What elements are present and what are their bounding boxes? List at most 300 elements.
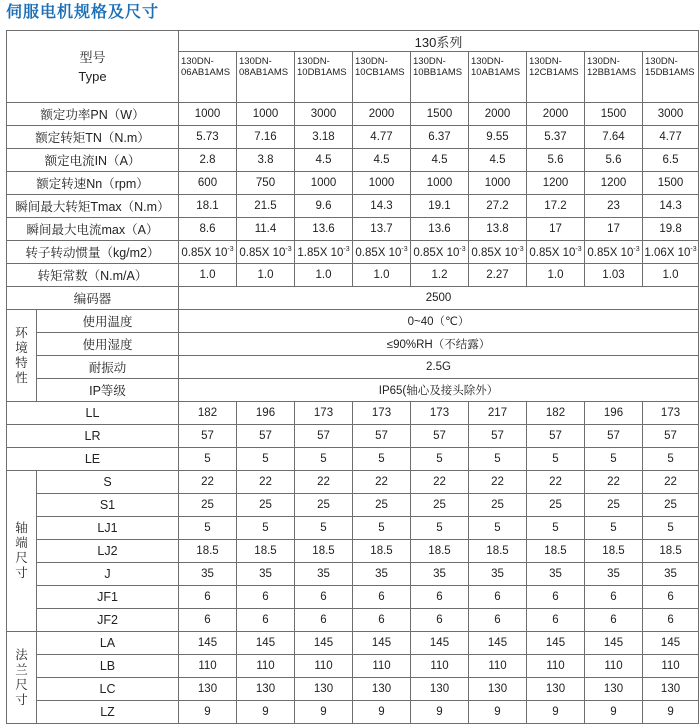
model-name: 130DN- 10DB1AMS	[295, 52, 353, 103]
value-cell: 2.27	[469, 264, 527, 287]
spec-row	[7, 356, 699, 379]
value-cell: 2000	[469, 103, 527, 126]
row-label: LA	[37, 632, 179, 655]
inertia-exponent: -3	[227, 245, 234, 253]
value-cell: 57	[411, 425, 469, 448]
row-label: 转矩常数（N.m/A）	[7, 264, 179, 287]
value-cell: 196	[237, 402, 295, 425]
value-cell: 110	[411, 655, 469, 678]
value-cell: 5	[411, 448, 469, 471]
value-cell: 9.6	[295, 195, 353, 218]
value-cell: 18.5	[353, 540, 411, 563]
value-cell: 5.73	[179, 126, 237, 149]
value-cell: 13.6	[411, 218, 469, 241]
row-label: S1	[37, 494, 179, 517]
value-cell: 6	[353, 609, 411, 632]
spec-table	[6, 30, 699, 724]
value-cell: 5	[295, 517, 353, 540]
value-cell	[411, 241, 469, 264]
row-label: 额定功率PN（W）	[7, 103, 179, 126]
value-cell: 110	[527, 655, 585, 678]
value-cell: 1500	[643, 172, 699, 195]
spec-row	[7, 678, 699, 701]
value-cell: 5.6	[527, 149, 585, 172]
value-cell: 1000	[469, 172, 527, 195]
value-cell: 6	[237, 586, 295, 609]
value-cell: 57	[527, 425, 585, 448]
value-cell: 130	[469, 678, 527, 701]
group-label	[7, 632, 37, 724]
value-cell: 57	[295, 425, 353, 448]
value-cell: 35	[469, 563, 527, 586]
inertia-exponent: -3	[517, 245, 524, 253]
value-cell: 4.5	[411, 149, 469, 172]
value-cell: 145	[353, 632, 411, 655]
value-cell: 130	[237, 678, 295, 701]
value-cell: 22	[179, 471, 237, 494]
spec-row	[7, 241, 699, 264]
inertia-base: 0.85X 10	[239, 246, 286, 259]
group-char: 境	[15, 340, 28, 355]
value-cell: 130	[295, 678, 353, 701]
value-cell: 5	[237, 517, 295, 540]
series-header: 130系列	[179, 31, 699, 52]
value-cell: 9	[643, 701, 699, 724]
value-cell: 1.0	[353, 264, 411, 287]
merged-value-cell: 0~40（℃）	[179, 310, 699, 333]
value-cell: 18.5	[469, 540, 527, 563]
value-cell: 1500	[585, 103, 643, 126]
value-cell: 5	[643, 517, 699, 540]
spec-row	[7, 287, 699, 310]
row-label: 使用湿度	[37, 333, 179, 356]
row-label: 额定电流IN（A）	[7, 149, 179, 172]
row-label: S	[37, 471, 179, 494]
value-cell: 182	[179, 402, 237, 425]
value-cell: 25	[643, 494, 699, 517]
value-cell: 22	[643, 471, 699, 494]
value-cell: 110	[585, 655, 643, 678]
value-cell: 25	[353, 494, 411, 517]
value-cell: 110	[237, 655, 295, 678]
value-cell	[585, 241, 643, 264]
value-cell: 9.55	[469, 126, 527, 149]
value-cell: 196	[585, 402, 643, 425]
value-cell: 6	[295, 609, 353, 632]
value-cell: 173	[295, 402, 353, 425]
value-cell: 1000	[295, 172, 353, 195]
group-char: 端	[15, 536, 28, 550]
value-cell: 35	[179, 563, 237, 586]
value-cell: 14.3	[353, 195, 411, 218]
value-cell: 1.2	[411, 264, 469, 287]
value-cell: 2.8	[179, 149, 237, 172]
spec-row	[7, 655, 699, 678]
value-cell: 6.5	[643, 149, 699, 172]
value-cell: 1.0	[179, 264, 237, 287]
value-cell: 35	[585, 563, 643, 586]
spec-row	[7, 149, 699, 172]
value-cell: 9	[179, 701, 237, 724]
value-cell: 110	[179, 655, 237, 678]
inertia-base: 0.85X 10	[181, 246, 228, 259]
value-cell: 25	[237, 494, 295, 517]
value-cell: 9	[353, 701, 411, 724]
value-cell: 9	[527, 701, 585, 724]
spec-row	[7, 609, 699, 632]
value-cell: 25	[179, 494, 237, 517]
inertia-exponent: -3	[633, 245, 640, 253]
row-label: 额定转速Nn（rpm）	[7, 172, 179, 195]
spec-row	[7, 448, 699, 471]
value-cell: 18.5	[411, 540, 469, 563]
value-cell: 173	[411, 402, 469, 425]
value-cell: 1200	[527, 172, 585, 195]
value-cell: 9	[585, 701, 643, 724]
value-cell: 6	[353, 586, 411, 609]
group-char: 法	[15, 647, 28, 662]
value-cell: 5.37	[527, 126, 585, 149]
spec-row	[7, 632, 699, 655]
value-cell	[179, 241, 237, 264]
value-cell: 18.5	[237, 540, 295, 563]
value-cell: 4.5	[353, 149, 411, 172]
inertia-exponent: -3	[343, 245, 350, 253]
value-cell: 110	[643, 655, 699, 678]
value-cell: 6	[295, 586, 353, 609]
value-cell: 600	[179, 172, 237, 195]
spec-row	[7, 310, 699, 333]
value-cell: 5	[411, 517, 469, 540]
value-cell: 145	[469, 632, 527, 655]
value-cell: 4.77	[643, 126, 699, 149]
value-cell: 18.5	[585, 540, 643, 563]
merged-value-cell: 2.5G	[179, 356, 699, 379]
value-cell	[353, 241, 411, 264]
value-cell: 22	[353, 471, 411, 494]
value-cell: 18.5	[643, 540, 699, 563]
value-cell	[469, 241, 527, 264]
value-cell: 130	[643, 678, 699, 701]
value-cell: 22	[295, 471, 353, 494]
value-cell: 1.0	[237, 264, 295, 287]
spec-row	[7, 264, 699, 287]
inertia-base: 0.85X 10	[471, 246, 518, 259]
spec-row	[7, 701, 699, 724]
page-title: 伺服电机规格及尺寸	[6, 4, 160, 21]
value-cell: 35	[353, 563, 411, 586]
row-label: LZ	[37, 701, 179, 724]
merged-value-cell: ≤90%RH（不结露）	[179, 333, 699, 356]
value-cell: 57	[179, 425, 237, 448]
value-cell: 35	[411, 563, 469, 586]
row-label: 编码器	[7, 287, 179, 310]
value-cell: 145	[295, 632, 353, 655]
value-cell: 19.1	[411, 195, 469, 218]
value-cell: 5	[585, 448, 643, 471]
value-cell: 130	[585, 678, 643, 701]
value-cell: 35	[643, 563, 699, 586]
value-cell	[237, 241, 295, 264]
value-cell: 17	[527, 218, 585, 241]
merged-value-cell: IP65(轴心及接头除外）	[179, 379, 699, 402]
value-cell: 110	[353, 655, 411, 678]
value-cell: 1500	[411, 103, 469, 126]
value-cell: 57	[237, 425, 295, 448]
value-cell: 2000	[527, 103, 585, 126]
group-char: 环	[15, 325, 28, 340]
spec-row	[7, 425, 699, 448]
value-cell: 1.0	[295, 264, 353, 287]
spec-row	[7, 195, 699, 218]
inertia-base: 1.85X 10	[297, 246, 344, 259]
inertia-exponent: -3	[401, 245, 408, 253]
value-cell: 57	[585, 425, 643, 448]
value-cell: 35	[295, 563, 353, 586]
row-label: 使用温度	[37, 310, 179, 333]
group-char: 轴	[15, 521, 28, 535]
value-cell: 35	[527, 563, 585, 586]
value-cell: 6	[179, 586, 237, 609]
value-cell: 6	[585, 586, 643, 609]
value-cell: 6	[527, 609, 585, 632]
value-cell: 5	[469, 517, 527, 540]
group-char: 性	[15, 370, 28, 385]
group-char: 寸	[15, 566, 28, 580]
value-cell: 5	[585, 517, 643, 540]
value-cell: 5	[179, 448, 237, 471]
spec-row	[7, 517, 699, 540]
inertia-base: 0.85X 10	[587, 246, 634, 259]
value-cell: 145	[527, 632, 585, 655]
value-cell: 173	[643, 402, 699, 425]
value-cell: 5	[469, 448, 527, 471]
value-cell: 5	[179, 517, 237, 540]
value-cell: 25	[469, 494, 527, 517]
group-char: 尺	[15, 677, 28, 692]
value-cell: 182	[527, 402, 585, 425]
value-cell: 25	[411, 494, 469, 517]
value-cell: 6	[469, 609, 527, 632]
value-cell: 6	[411, 586, 469, 609]
value-cell: 6	[527, 586, 585, 609]
spec-row	[7, 402, 699, 425]
model-name: 130DN- 10BB1AMS	[411, 52, 469, 103]
value-cell: 25	[585, 494, 643, 517]
value-cell: 18.5	[179, 540, 237, 563]
model-name: 130DN- 08AB1AMS	[237, 52, 295, 103]
value-cell: 35	[237, 563, 295, 586]
value-cell: 5	[527, 517, 585, 540]
type-label-cn: 型号	[79, 49, 106, 65]
row-label: JF1	[37, 586, 179, 609]
model-name: 130DN- 15DB1AMS	[643, 52, 699, 103]
model-name: 130DN- 10CB1AMS	[353, 52, 411, 103]
value-cell: 25	[295, 494, 353, 517]
model-name: 130DN- 10AB1AMS	[469, 52, 527, 103]
value-cell: 13.6	[295, 218, 353, 241]
value-cell: 22	[585, 471, 643, 494]
value-cell: 14.3	[643, 195, 699, 218]
value-cell: 18.5	[295, 540, 353, 563]
value-cell	[643, 241, 699, 264]
value-cell: 4.5	[469, 149, 527, 172]
row-label: 瞬间最大转矩Tmax（N.m）	[7, 195, 179, 218]
group-char: 特	[15, 355, 28, 370]
row-label: 瞬间最大电流max（A）	[7, 218, 179, 241]
value-cell: 57	[643, 425, 699, 448]
value-cell: 4.5	[295, 149, 353, 172]
value-cell: 8.6	[179, 218, 237, 241]
value-cell: 1000	[353, 172, 411, 195]
value-cell: 5	[643, 448, 699, 471]
row-label: 转子转动惯量（kg/m2）	[7, 241, 179, 264]
spec-row	[7, 172, 699, 195]
value-cell: 13.7	[353, 218, 411, 241]
value-cell: 2000	[353, 103, 411, 126]
value-cell: 9	[295, 701, 353, 724]
value-cell: 145	[643, 632, 699, 655]
model-name: 130DN- 12BB1AMS	[585, 52, 643, 103]
spec-row	[7, 586, 699, 609]
value-cell	[295, 241, 353, 264]
value-cell: 1200	[585, 172, 643, 195]
value-cell: 3.18	[295, 126, 353, 149]
value-cell: 6	[643, 586, 699, 609]
spec-row	[7, 540, 699, 563]
value-cell: 145	[585, 632, 643, 655]
spec-row	[7, 218, 699, 241]
value-cell: 6	[411, 609, 469, 632]
value-cell: 5	[295, 448, 353, 471]
value-cell: 17.2	[527, 195, 585, 218]
merged-value-cell: 2500	[179, 287, 699, 310]
value-cell: 9	[411, 701, 469, 724]
value-cell: 11.4	[237, 218, 295, 241]
value-cell	[527, 241, 585, 264]
row-label: LJ2	[37, 540, 179, 563]
row-label: 耐振动	[37, 356, 179, 379]
value-cell: 21.5	[237, 195, 295, 218]
inertia-base: 0.85X 10	[355, 246, 402, 259]
inertia-base: 0.85X 10	[413, 246, 460, 259]
value-cell: 25	[527, 494, 585, 517]
value-cell: 22	[411, 471, 469, 494]
value-cell: 19.8	[643, 218, 699, 241]
row-label: LR	[7, 425, 179, 448]
value-cell: 5.6	[585, 149, 643, 172]
value-cell: 750	[237, 172, 295, 195]
value-cell: 57	[353, 425, 411, 448]
spec-row	[7, 333, 699, 356]
value-cell: 6	[585, 609, 643, 632]
type-label-en: Type	[78, 68, 107, 84]
type-header	[7, 31, 179, 103]
value-cell: 5	[353, 517, 411, 540]
model-name: 130DN- 06AB1AMS	[179, 52, 237, 103]
inertia-exponent: -3	[459, 245, 466, 253]
value-cell: 6	[237, 609, 295, 632]
value-cell: 4.77	[353, 126, 411, 149]
value-cell: 3000	[643, 103, 699, 126]
row-label: 额定转矩TN（N.m）	[7, 126, 179, 149]
value-cell: 145	[237, 632, 295, 655]
inertia-base: 0.85X 10	[529, 246, 576, 259]
value-cell: 6	[469, 586, 527, 609]
row-label: LE	[7, 448, 179, 471]
value-cell: 5	[527, 448, 585, 471]
value-cell: 110	[295, 655, 353, 678]
value-cell: 9	[469, 701, 527, 724]
value-cell: 3000	[295, 103, 353, 126]
value-cell: 18.1	[179, 195, 237, 218]
value-cell: 17	[585, 218, 643, 241]
value-cell: 6	[643, 609, 699, 632]
value-cell: 13.8	[469, 218, 527, 241]
value-cell: 130	[411, 678, 469, 701]
value-cell: 1000	[411, 172, 469, 195]
group-label	[7, 310, 37, 402]
inertia-exponent: -3	[285, 245, 292, 253]
value-cell: 145	[411, 632, 469, 655]
spec-row	[7, 126, 699, 149]
row-label: LC	[37, 678, 179, 701]
value-cell: 1.0	[527, 264, 585, 287]
row-label: IP等级	[37, 379, 179, 402]
group-label	[7, 471, 37, 632]
value-cell: 1.0	[643, 264, 699, 287]
value-cell: 57	[469, 425, 527, 448]
value-cell: 1000	[237, 103, 295, 126]
value-cell: 130	[527, 678, 585, 701]
value-cell: 110	[469, 655, 527, 678]
row-label: J	[37, 563, 179, 586]
value-cell: 22	[469, 471, 527, 494]
value-cell: 5	[237, 448, 295, 471]
value-cell: 9	[237, 701, 295, 724]
value-cell: 22	[527, 471, 585, 494]
value-cell: 130	[179, 678, 237, 701]
spec-row	[7, 494, 699, 517]
value-cell: 7.64	[585, 126, 643, 149]
group-char: 寸	[15, 692, 28, 707]
spec-row	[7, 103, 699, 126]
inertia-exponent: -3	[575, 245, 582, 253]
group-char: 兰	[15, 662, 28, 677]
value-cell: 3.8	[237, 149, 295, 172]
value-cell: 18.5	[527, 540, 585, 563]
value-cell: 1000	[179, 103, 237, 126]
value-cell: 22	[237, 471, 295, 494]
value-cell: 130	[353, 678, 411, 701]
value-cell: 5	[353, 448, 411, 471]
value-cell: 145	[179, 632, 237, 655]
row-label: LJ1	[37, 517, 179, 540]
row-label: LL	[7, 402, 179, 425]
value-cell: 6.37	[411, 126, 469, 149]
inertia-base: 1.06X 10	[644, 246, 691, 259]
inertia-exponent: -3	[690, 245, 697, 253]
row-label: LB	[37, 655, 179, 678]
value-cell: 27.2	[469, 195, 527, 218]
spec-row	[7, 471, 699, 494]
row-label: JF2	[37, 609, 179, 632]
value-cell: 6	[179, 609, 237, 632]
value-cell: 217	[469, 402, 527, 425]
value-cell: 173	[353, 402, 411, 425]
model-name: 130DN- 12CB1AMS	[527, 52, 585, 103]
value-cell: 23	[585, 195, 643, 218]
